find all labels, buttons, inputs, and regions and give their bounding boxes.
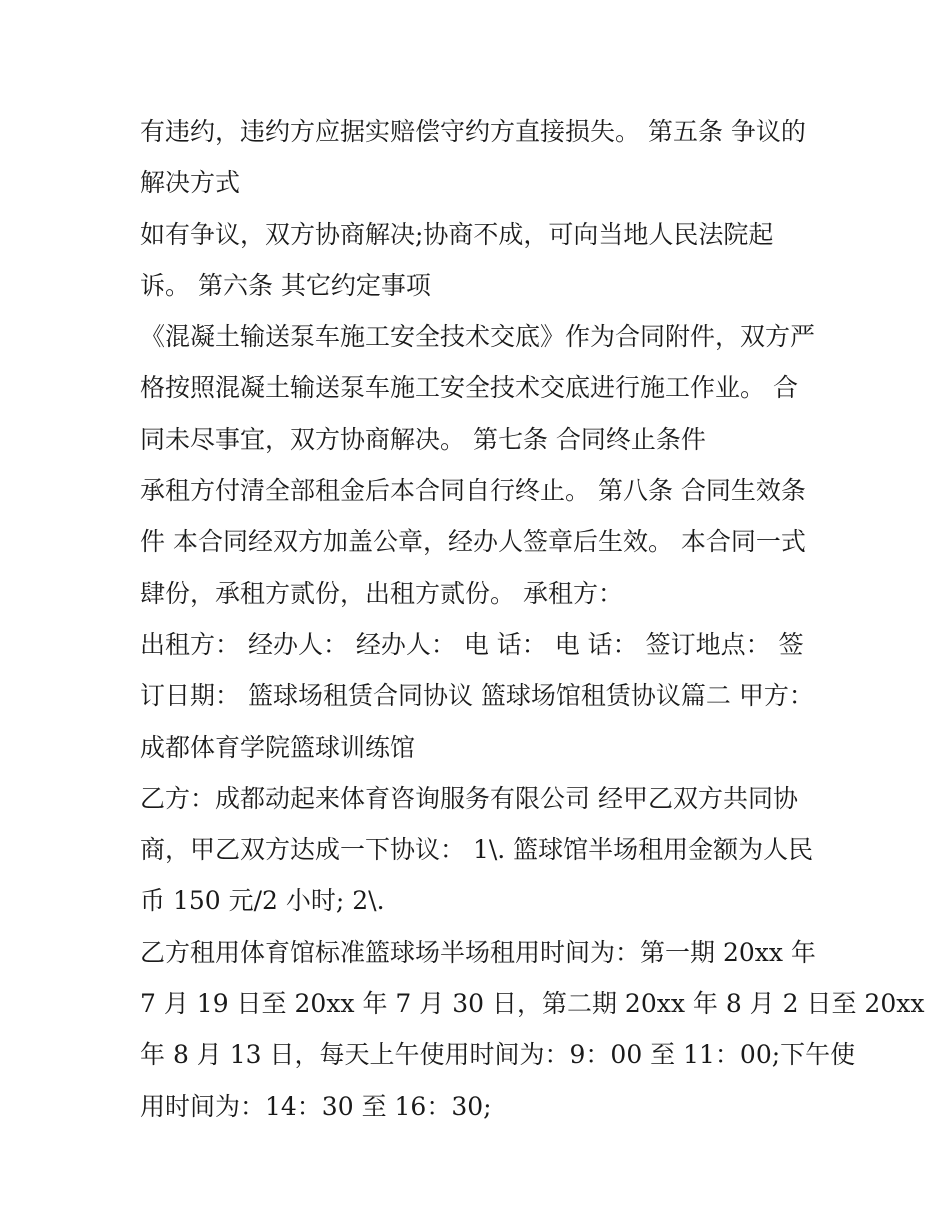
text-line: 同未尽事宜，双方协商解决。 第七条 合同终止条件 — [140, 424, 706, 454]
text-line: 年 8 月 13 日，每天上午使用时间为：9：00 至 11：00;下午使 — [140, 1040, 856, 1070]
text-line: 解决方式 — [140, 168, 241, 198]
text-line: 如有争议，双方协商解决;协商不成，可向当地人民法院起 — [140, 219, 774, 249]
text-line: 用时间为：14：30 至 16：30; — [140, 1091, 492, 1121]
text-line: 成都体育学院篮球训练馆 — [140, 732, 416, 762]
text-line: 有违约，违约方应据实赔偿守约方直接损失。 第五条 争议的 — [140, 117, 806, 146]
text-line: 出租方： 经办人： 经办人： 电 话： 电 话： 签订地点： 签 — [140, 629, 804, 659]
text-line: 件 本合同经双方加盖公章，经办人签章后生效。 本合同一式 — [140, 527, 806, 557]
text-line: 乙方租用体育馆标准篮球场半场租用时间为：第一期 20xx 年 — [140, 937, 816, 967]
text-line: 承租方付清全部租金后本合同自行终止。 第八条 合同生效条 — [140, 476, 806, 506]
text-line: 格按照混凝土输送泵车施工安全技术交底进行施工作业。 合 — [140, 373, 798, 403]
text-line: 币 150 元/2 小时; 2\. — [140, 886, 385, 916]
text-line: 订日期： 篮球场租赁合同协议 篮球场馆租赁协议篇二 甲方： — [140, 681, 814, 711]
text-line: 7 月 19 日至 20xx 年 7 月 30 日，第二期 20xx 年 8 月 2 日至 20xx — [140, 989, 925, 1019]
text-line: 商，甲乙双方达成一下协议： 1\. 篮球馆半场租用金额为人民 — [140, 835, 814, 865]
text-line: 肆份，承租方贰份，出租方贰份。 承租方： — [140, 578, 623, 608]
document-body — [140, 106, 925, 1132]
text-line: 诉。 第六条 其它约定事项 — [140, 270, 431, 300]
text-line: 《混凝土输送泵车施工安全技术交底》作为合同附件，双方严 — [140, 322, 816, 352]
text-line: 乙方：成都动起来体育咨询服务有限公司 经甲乙双方共同协 — [140, 783, 798, 813]
